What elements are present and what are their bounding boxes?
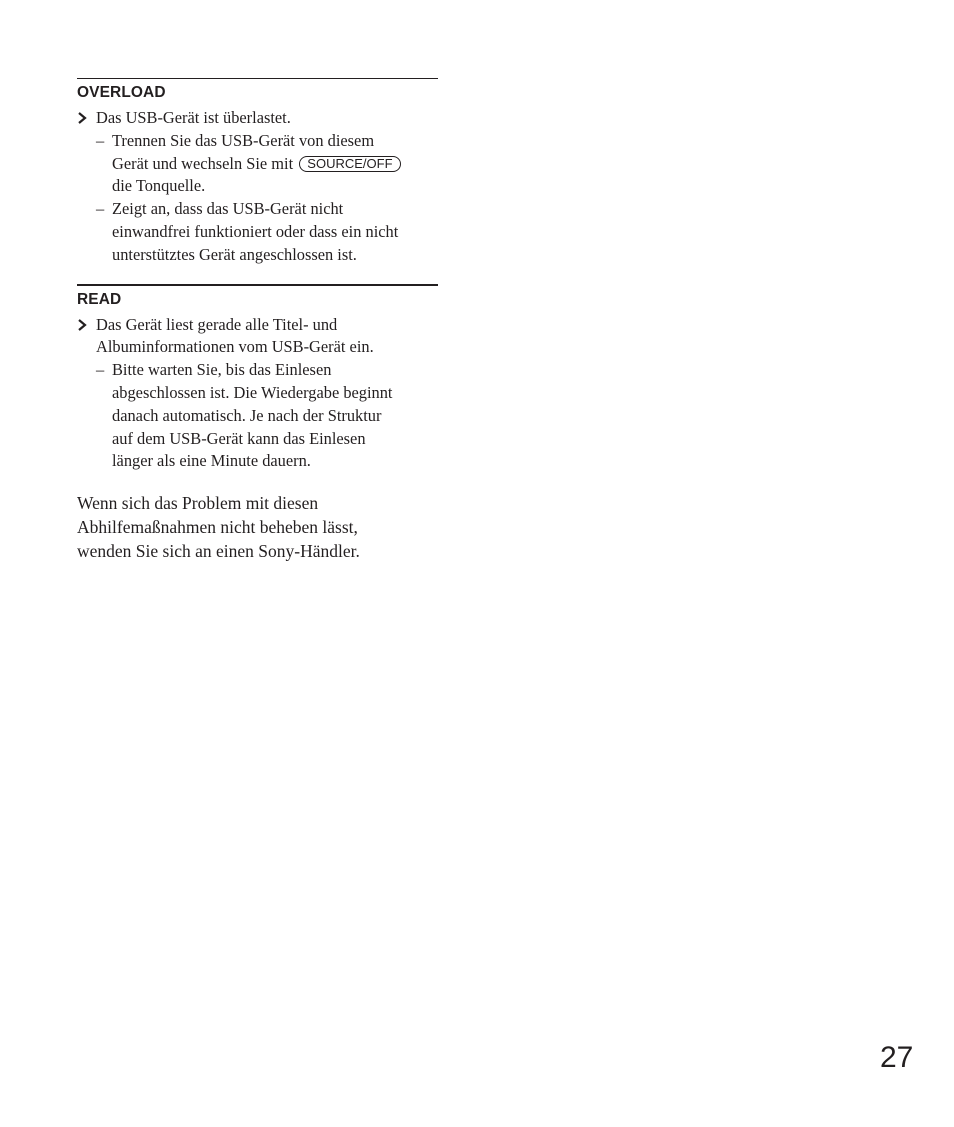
remedy-item [77, 198, 438, 266]
cause-text: Das Gerät liest gerade alle Titel- und [96, 314, 338, 334]
section-title-overload: OVERLOAD [77, 84, 166, 101]
section-read [77, 284, 438, 474]
section-title-read: READ [77, 290, 122, 308]
arrow-right-icon [77, 107, 91, 129]
paragraph-line: Wenn sich das Problem mit diesen [77, 493, 319, 514]
cause-text: Das USB-Gerät ist überlastet. [96, 108, 291, 127]
remedy-line: länger als eine Minute dauern. [112, 451, 311, 471]
remedy-line: Bitte warten Sie, bis das Einlesen [112, 360, 332, 380]
dash-marker: – [96, 130, 105, 150]
content-column [77, 78, 438, 563]
remedy-line: Trennen Sie das USB-Gerät von diesem [112, 130, 375, 150]
remedy-text: Gerät und wechseln Sie mit [112, 153, 294, 173]
remedy-line: einwandfrei funktioniert oder dass ein nicht [112, 221, 399, 241]
remedy-line: auf dem USB-Gerät kann das Einlesen [112, 428, 366, 448]
remedy-item [77, 130, 438, 198]
paragraph-line: wenden Sie sich an einen Sony-Händler. [77, 541, 360, 562]
paragraph-line: Abhilfemaßnahmen nicht beheben lässt, [77, 517, 358, 538]
cause-text: Albuminformationen vom USB-Gerät ein. [96, 337, 374, 357]
section-overload [77, 78, 438, 267]
source-off-button-label: SOURCE/OFF [299, 156, 400, 172]
remedy-line: Zeigt an, dass das USB-Gerät nicht [112, 199, 344, 219]
cause-item [77, 314, 438, 360]
cause-item [77, 107, 438, 130]
remedy-item [77, 359, 438, 473]
help-paragraph [77, 491, 438, 563]
remedy-line: abgeschlossen ist. Die Wiedergabe beginnt [112, 382, 393, 402]
remedy-line: unterstütztes Gerät angeschlossen ist. [112, 244, 357, 264]
dash-marker: – [96, 199, 105, 219]
remedy-line [112, 153, 438, 176]
remedy-line: die Tonquelle. [112, 176, 206, 196]
remedy-line: danach automatisch. Je nach der Struktur [112, 405, 382, 425]
arrow-right-icon [77, 314, 91, 336]
page-number: 27 [880, 1041, 914, 1074]
dash-marker: – [96, 360, 105, 380]
